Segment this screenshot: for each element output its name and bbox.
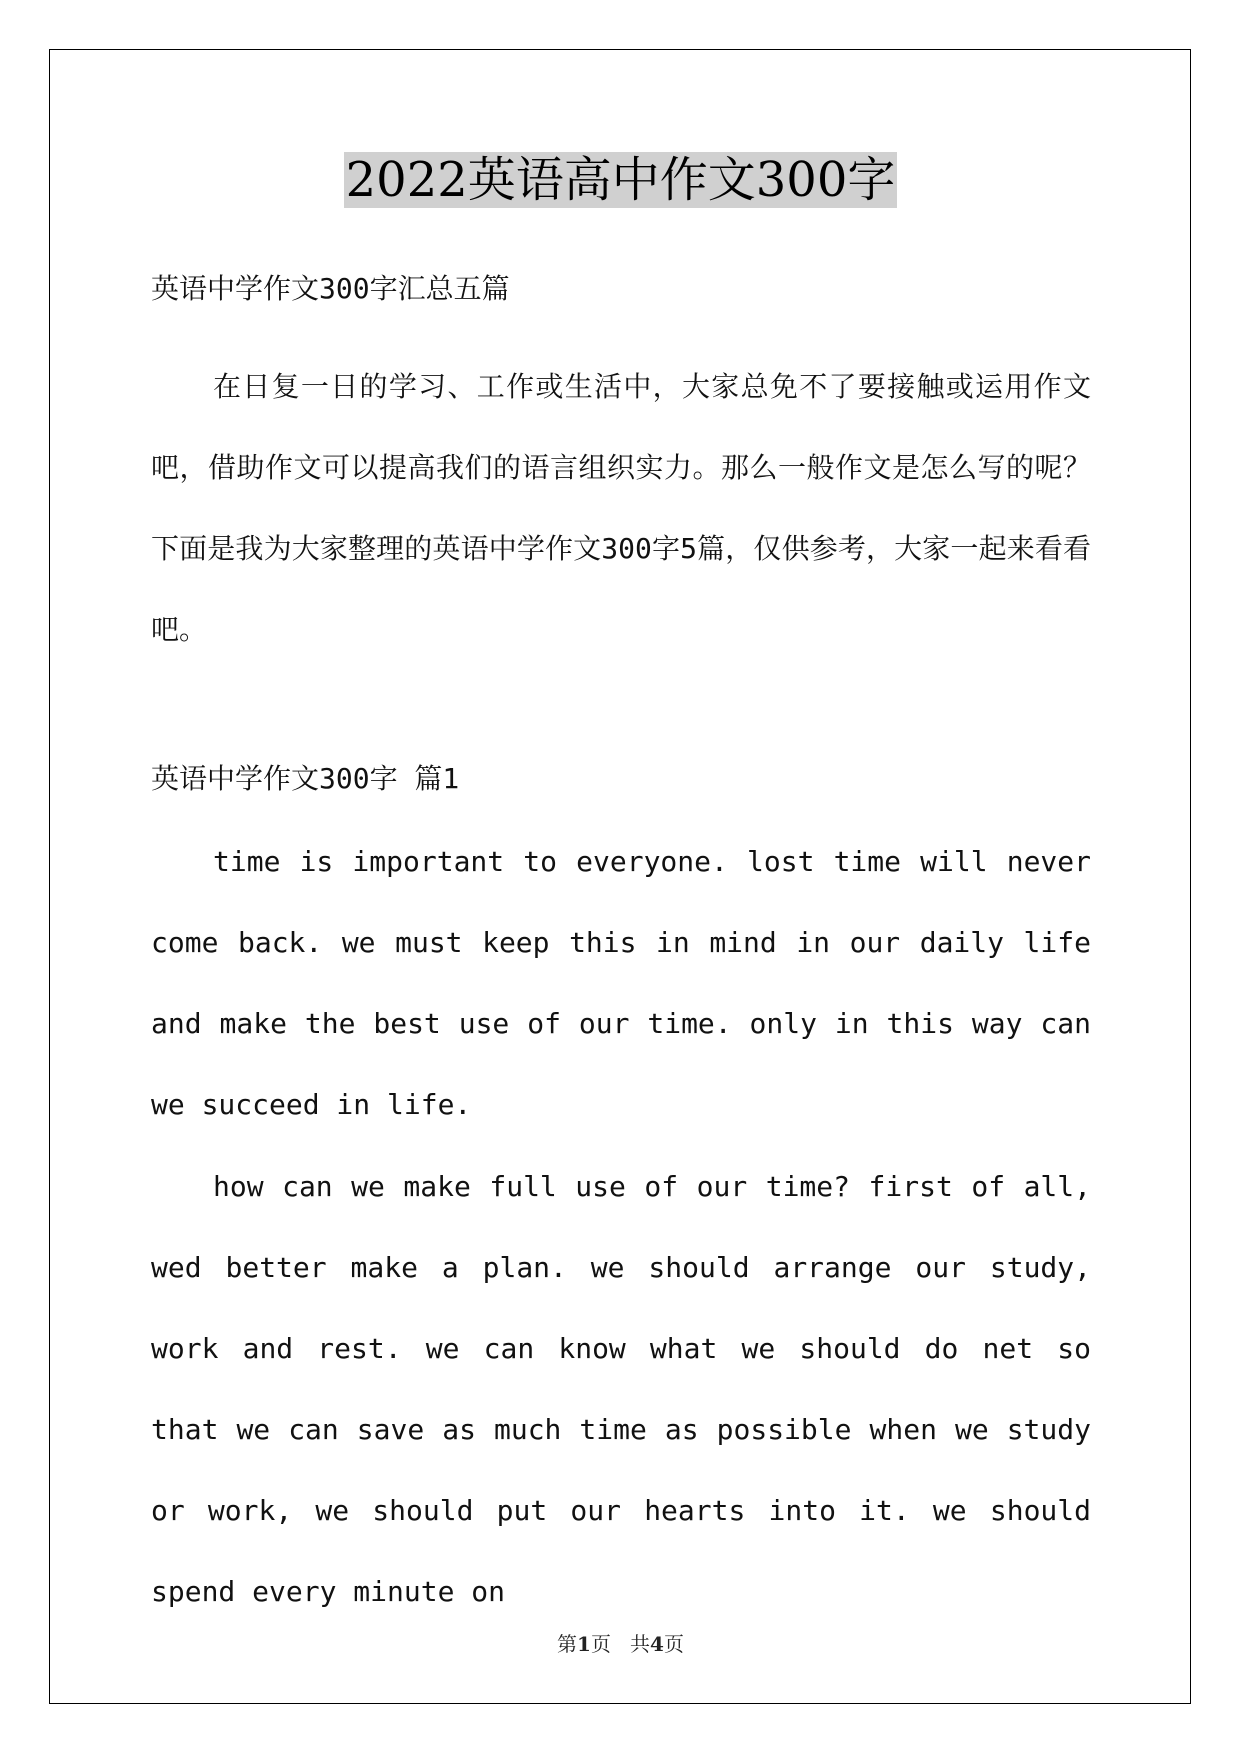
body-paragraph-2: how can we make full use of our time? first of all, wed better make a plan. we should arrange our study, work and rest. we can know what we should do net so that we can save as much time as possible when we study or work, we should put our hearts into it. we should spend every minute on — [151, 1170, 1091, 1608]
document-subtitle: 英语中学作文300字汇总五篇 — [151, 272, 510, 305]
document-title-text: 2022英语高中作文300字 — [345, 152, 896, 208]
footer-total-suffix: 页 — [663, 1632, 684, 1656]
section-heading: 英语中学作文300字 篇1 — [151, 762, 460, 795]
footer-page-prefix: 第 — [557, 1632, 578, 1656]
body-paragraph-1: time is important to everyone. lost time will never come back. we must keep this in mind in our daily life and make the best use of our time. only in this way can we succeed in life. — [151, 845, 1091, 1121]
footer-total-pages: 4 — [650, 1632, 664, 1656]
footer-page-number: 1 — [577, 1632, 591, 1656]
footer-total-prefix: 共 — [630, 1632, 651, 1656]
intro-paragraph: 在日复一日的学习、工作或生活中，大家总免不了要接触或运用作文吧，借助作文可以提高我们的语言组织实力。那么一般作文是怎么写的呢？下面是我为大家整理的英语中学作文300字5篇，仅供参考，大家一起来看看吧。 — [151, 370, 1091, 646]
footer-page-suffix: 页 — [590, 1632, 611, 1656]
page-footer — [0, 1628, 1241, 1657]
document-title — [0, 148, 1241, 212]
